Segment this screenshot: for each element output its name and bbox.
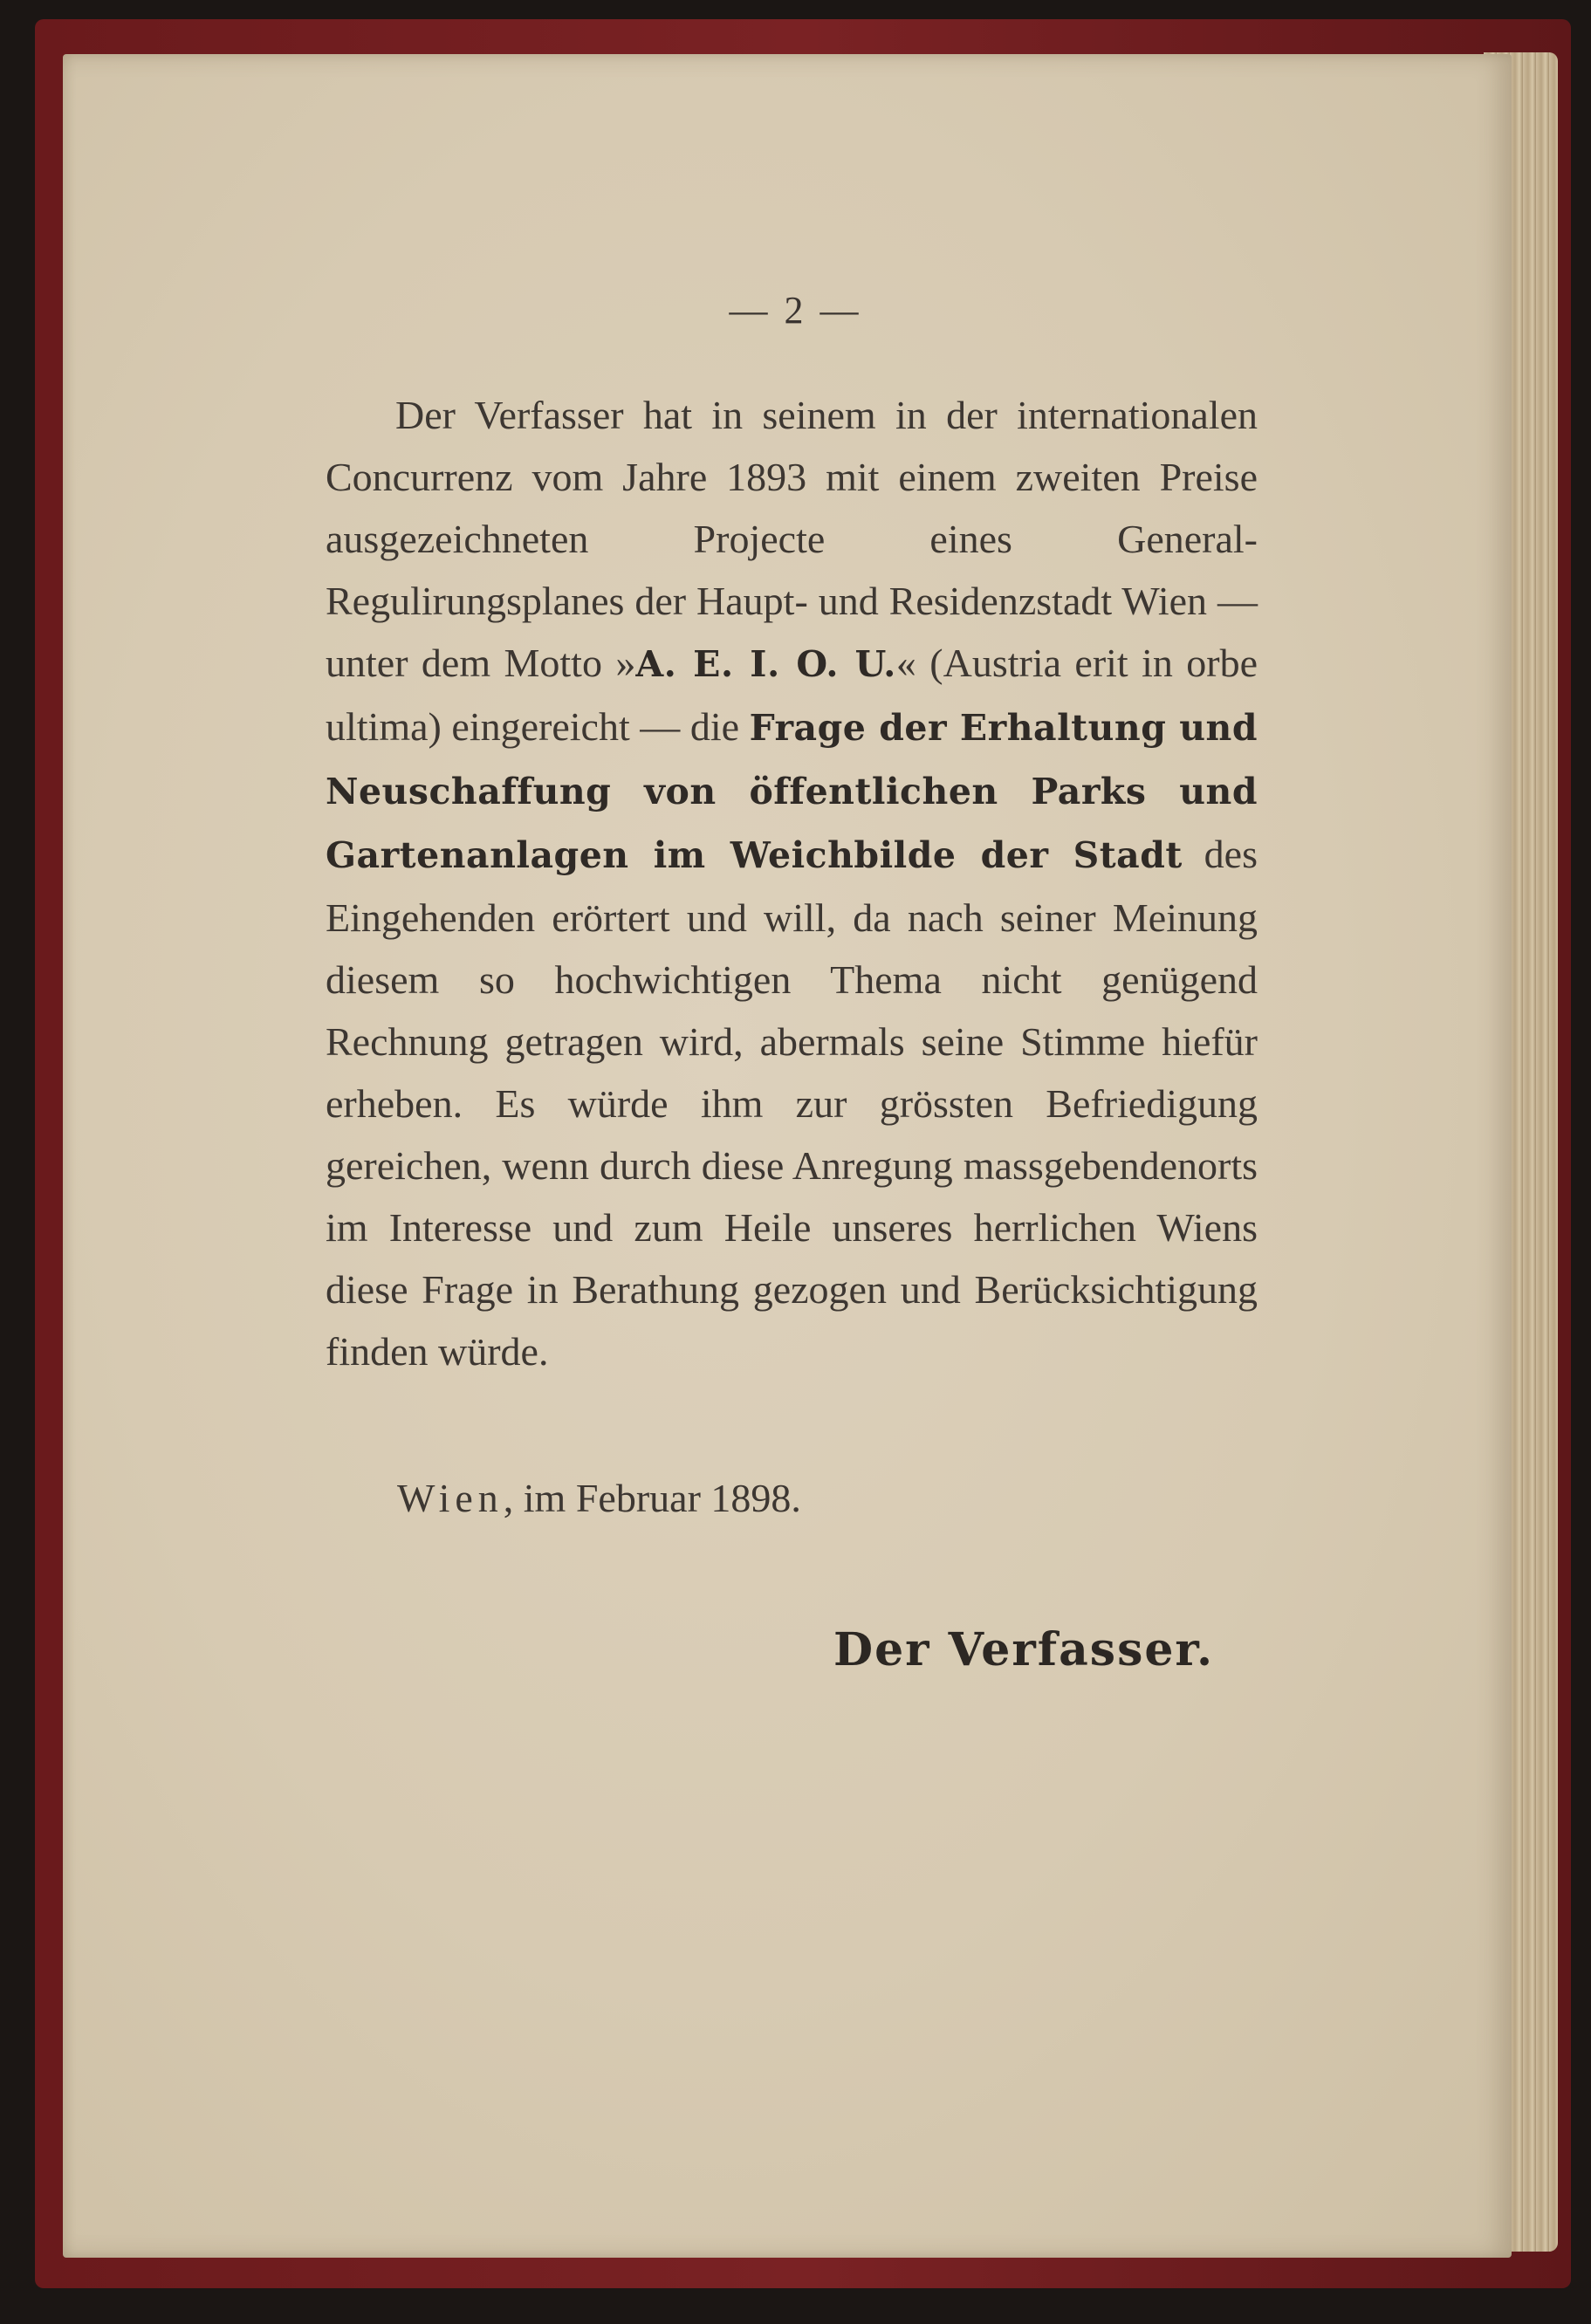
page-number: — 2 —	[729, 289, 862, 332]
paragraph-rest: des Eingehenden erörtert und will, da nach seiner Meinung diesem so hochwichtigen Thema nicht genügend Rechnung getragen wird, abermals seine Stimme hiefür erheben. Es würde ihm zur grössten Befriedigung gereichen, wenn durch diese Anregung massgebendenorts im Interesse und zum Heile unseres herrlichen Wiens diese Frage in Berathung gezogen und Berücksichtigung finden würde.	[326, 832, 1258, 1374]
date: , im Februar 1898.	[503, 1476, 801, 1520]
place: Wien	[397, 1476, 504, 1520]
paragraph-after-motto: « (Austria erit in orbe ultima) eingereicht — die	[326, 641, 1258, 749]
motto: A. E. I. O. U.	[635, 643, 896, 685]
preface-paragraph	[326, 384, 1258, 1382]
signature: Der Verfasser.	[833, 1623, 1215, 1676]
paragraph-lead: Der Verfasser hat in seinem in der internationalen Concurrenz vom Jahre 1893 mit einem zweiten Preise ausgezeichneten Projecte eines General-Regulirungsplanes der Haupt- und Residenzstadt Wien — unter dem Motto »	[326, 393, 1258, 685]
emphasized-topic: Frage der Erhaltung und Neuschaffung von öffentlichen Parks und Gartenanlagen im Weichbilde der Stadt	[326, 707, 1258, 876]
place-date-line	[397, 1475, 801, 1521]
